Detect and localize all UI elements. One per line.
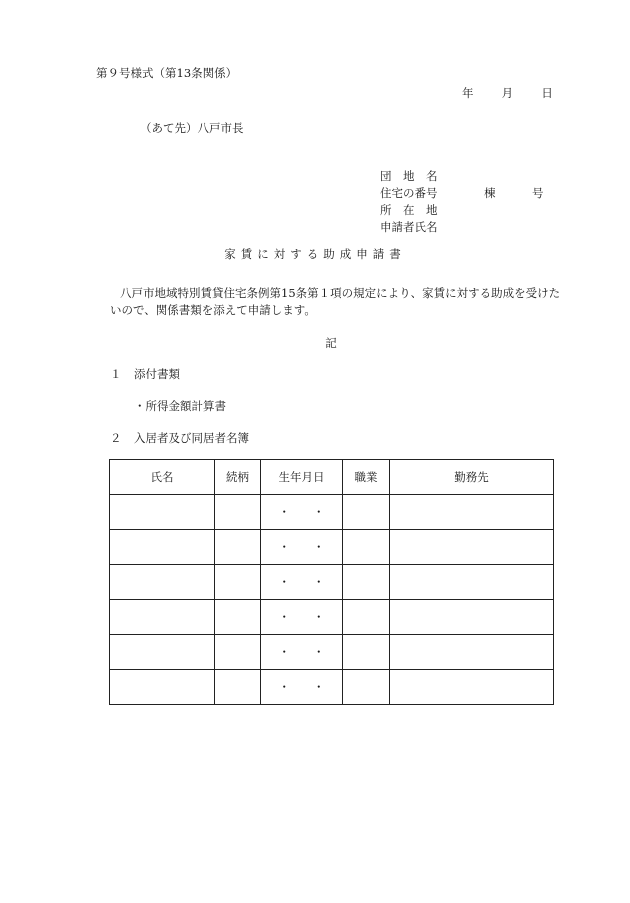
section-label: 添付書類 [134,367,180,381]
cell-workplace[interactable] [390,495,554,530]
date-month: 月 [501,86,514,100]
cell-occupation[interactable] [343,495,390,530]
field-label-address: 所 在 地 [380,203,438,217]
cell-workplace[interactable] [390,530,554,565]
field-label-unit-number: 住宅の番号 [380,186,438,200]
cell-birthdate[interactable]: ・ ・ [261,530,343,565]
building-suffix: 棟 [484,186,496,200]
table-row [110,495,554,530]
section-number: ２ [110,431,122,445]
section-attachments [110,367,180,381]
field-row-applicant-name [380,219,440,236]
cell-occupation[interactable] [343,670,390,705]
cell-workplace[interactable] [390,635,554,670]
cell-name[interactable] [110,635,215,670]
cell-relationship[interactable] [215,670,261,705]
cell-birthdate[interactable]: ・ ・ [261,600,343,635]
cell-name[interactable] [110,530,215,565]
cell-name[interactable] [110,600,215,635]
cell-relationship[interactable] [215,600,261,635]
table-row [110,530,554,565]
cell-occupation[interactable] [343,600,390,635]
cell-name[interactable] [110,565,215,600]
cell-relationship[interactable] [215,635,261,670]
table-row [110,635,554,670]
table-header-row [110,460,554,495]
header-relationship: 続柄 [215,460,261,495]
attachment-item: ・所得金額計算書 [134,399,226,413]
table-row [110,565,554,600]
field-label-complex: 団 地 名 [380,169,438,183]
cell-relationship[interactable] [215,530,261,565]
field-row-address [380,202,440,219]
table-row [110,670,554,705]
cell-workplace[interactable] [390,600,554,635]
cell-occupation[interactable] [343,565,390,600]
cell-relationship[interactable] [215,565,261,600]
field-row-complex [380,168,440,185]
cell-name[interactable] [110,670,215,705]
residents-table [109,459,554,705]
cell-name[interactable] [110,495,215,530]
section-number: １ [110,367,122,381]
applicant-fields [380,168,544,236]
table-row [110,600,554,635]
cell-workplace[interactable] [390,670,554,705]
field-label-applicant-name: 申請者氏名 [380,220,438,234]
date-day: 日 [541,86,553,100]
date-line [462,86,553,100]
header-occupation: 職業 [343,460,390,495]
cell-birthdate[interactable]: ・ ・ [261,670,343,705]
form-number: 第９号様式（第13条関係） [96,66,238,80]
section-residents [110,431,249,445]
cell-relationship[interactable] [215,495,261,530]
header-birthdate: 生年月日 [261,460,343,495]
cell-birthdate[interactable]: ・ ・ [261,495,343,530]
document-title: 家賃に対する助成申請書 [224,247,406,261]
addressee: （あて先）八戸市長 [140,121,244,135]
cell-occupation[interactable] [343,635,390,670]
cell-birthdate[interactable]: ・ ・ [261,635,343,670]
unit-suffix: 号 [532,186,544,200]
header-name: 氏名 [110,460,215,495]
field-row-unit-number [380,185,544,202]
cell-birthdate[interactable]: ・ ・ [261,565,343,600]
date-year: 年 [462,86,474,100]
ki-heading: 記 [325,336,337,350]
header-workplace: 勤務先 [390,460,554,495]
cell-occupation[interactable] [343,530,390,565]
section-label: 入居者及び同居者名簿 [134,431,249,445]
body-paragraph: 八戸市地域特別賃貸住宅条例第15条第１項の規定により、家賃に対する助成を受けたいので、関係書類を添えて申請します。 [110,286,561,317]
cell-workplace[interactable] [390,565,554,600]
